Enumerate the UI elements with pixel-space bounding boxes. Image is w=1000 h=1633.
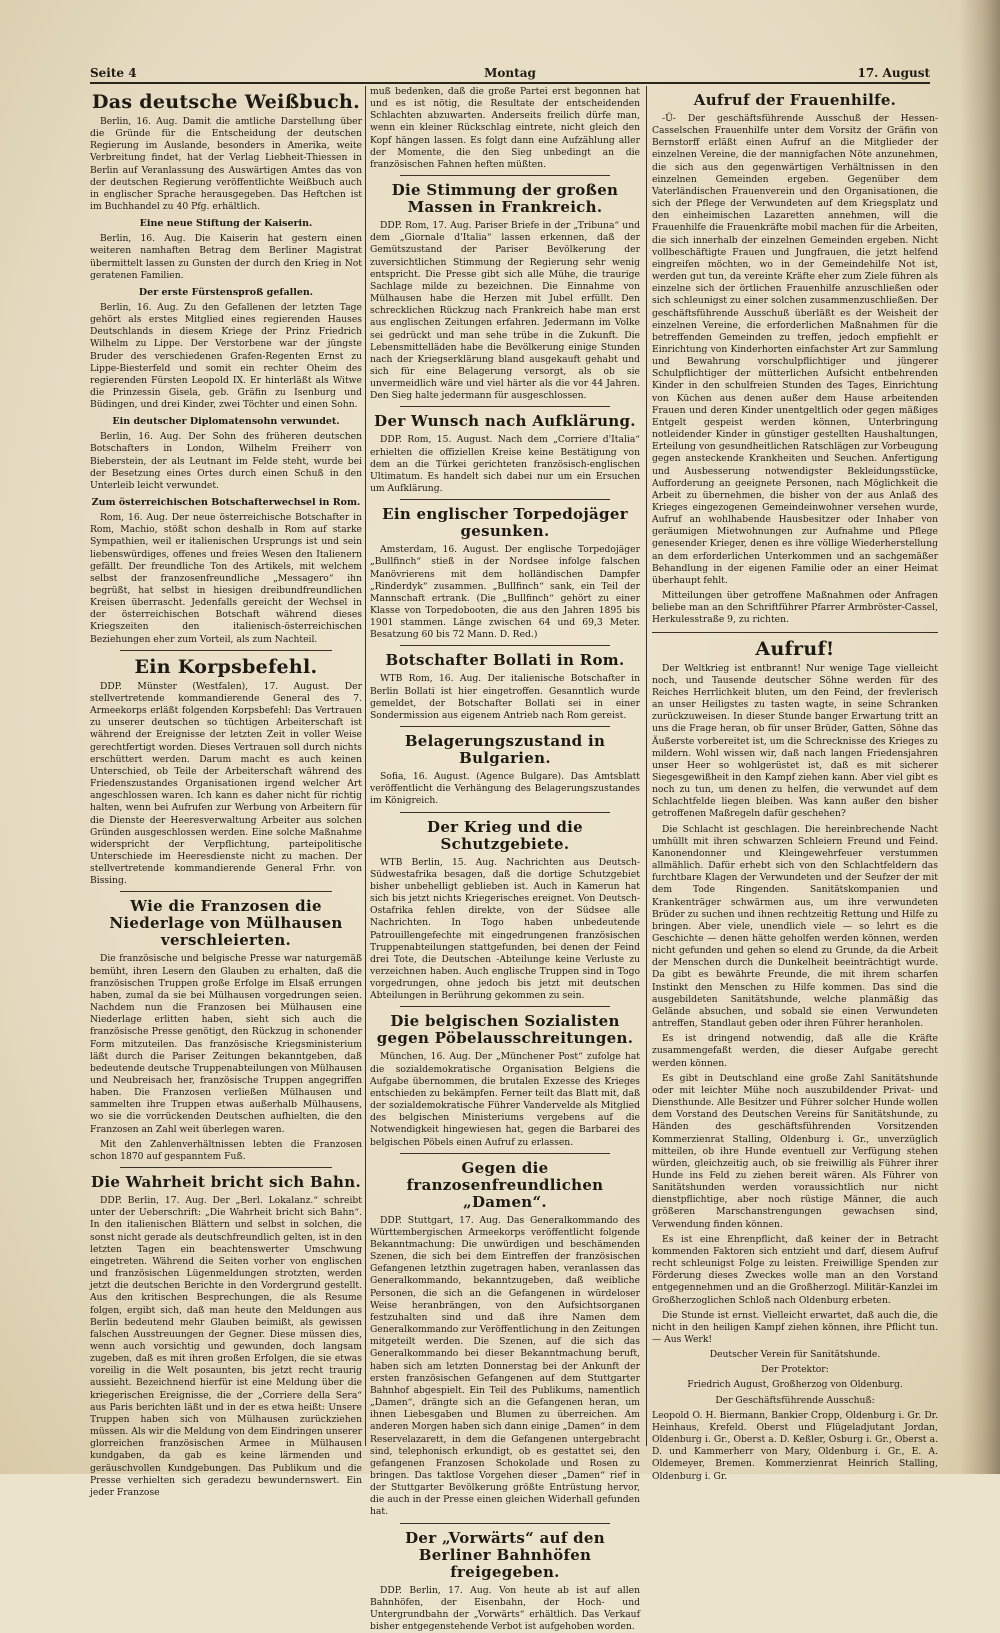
article-body: WTB Rom, 16. Aug. Der italienische Botschafter in Berlin Bollati ist hier eingetroffen. Gesanntlich wurde gemeldet, der Botschafter Bollati sei in einer Sondermission aus eigenem Antrieb nach Rom gereist. <box>370 673 640 721</box>
divider <box>652 632 938 633</box>
article-body: Es gibt in Deutschland eine große Zahl Sanitätshunde oder mit leichter Mühe noch auszubildender Privat- und Diensthunde. Alle Besitzer und Führer solcher Hunde wollen dem Vorstand des Deutschen Vereins für Sanitätshunde, zu Händen des geschäftsführenden Vorsitzenden Kommerzienrat Stalling, Oldenburg i. Gr., unverzüglich mitteilen, ob ihre Hunde eventuell zur Verfügung stehen würden, gleichzeitig auch, ob sie freiwillig als Führer ihrer Hunde ins Feld zu ziehen bereit wären. Als Führer von Sanitätshunden werden voraussichtlich nur nicht dienstpflichtige, aber noch rüstige Männer, die auch größeren Marschanstrengungen gewachsen sind, Verwendung finden können. <box>652 1072 938 1230</box>
article-title: Wie die Franzosen die Niederlage von Mülhausen verschleierten. <box>109 897 343 950</box>
divider <box>400 406 610 407</box>
article-body: Rom, 16. Aug. Der neue österreichische Botschafter in Rom, Machio, stößt schon deshalb in Rom auf starke Sympathien, weil er italienischen Ursprungs ist und sein liebenswürdiges, offenes und freies Wesen den Italienern gefällt. Der freundliche Ton des Artikels, mit welchem selbst der franzosenfreundliche „Messagero“ ihn begrüßt, hat selbst in hiesigen dreibundfreundlichen Kreisen überrascht. Jedenfalls gereicht der Wechsel in der österreichischen Botschaft während dieses Kriegszeiten den italienisch-österreichischen Beziehungen eher zum Vorteil, als zum Nachteil. <box>90 512 362 645</box>
column-rule <box>646 86 647 1446</box>
article-title: Die Wahrheit bricht sich Bahn. <box>91 1173 361 1192</box>
article-body: DDP. Rom, 17. Aug. Pariser Briefe in der „Tribuna“ und dem „Giornale d'Italia“ lassen erkennen, daß der Gemütszustand der Pariser Bevölkerung der zuversichtlichen Stimmung der Regierung sehr wenig entspricht. Die Presse gibt sich alle Mühe, die traurige Sachlage milde zu bezeichnen. Die Einnahme von Mülhausen habe die Herzen mit Jubel erfüllt. Den schrecklichen Rückzug nach Frankreich habe man erst aus englischen Zeitungen erfahren. Jedermann im Volke sei gedrückt und man sehe trübe in die Zukunft. Die Lebensmittelläden habe die Bevölkerung einige Stunden nach der Kriegserklärung bland ausgekauft gehabt und sich für eine Belagerung versorgt, als ob sie unvermeidlich wäre und viel härter als die vor 44 Jahren. Den Sieg halte jedermann für ausgeschlossen. <box>370 220 640 402</box>
article-title: Gegen die franzosenfreundlichen „Damen“. <box>406 1158 604 1211</box>
committee-label: Der Geschäftsführende Ausschuß: <box>715 1394 875 1406</box>
article-title: Eine neue Stiftung der Kaiserin. <box>139 218 313 230</box>
divider <box>400 812 610 813</box>
divider <box>120 650 332 651</box>
article-title: Ein deutscher Diplomatensohn verwundet. <box>112 416 340 428</box>
article-title: Der Krieg und die Schutzgebiete. <box>427 817 583 853</box>
article-title: Aufruf! <box>755 637 835 660</box>
article-body: Der Weltkrieg ist entbrannt! Nur wenige Tage vielleicht noch, und Tausende deutscher Söhne werden für des Reiches Herrlichkeit bluten, um den Feind, der frevlerisch an unser Heiligstes zu tasten wagte, in seine Schranken zurückzuweisen. In dieser Stunde banger Erwartung tritt an uns die Frage heran, ob für unser Brüder, Gatten, Söhne das Äußerste vorbereitet ist, um die Schrecknisse des Krieges zu mildern. Wohl wissen wir, daß nach langen Friedensjahren unser Heer so wohlgerüstet ist, daß es mit sicherer Siegesgewißheit in den Kampf ziehen kann. Aber viel gibt es noch zu tun, um denen zu helfen, die verwundet auf dem Schlachtfelde liegen bleiben. Was kann außer den bisher getroffenen Maßregeln dafür geschehen? <box>652 662 938 820</box>
article-title: Belagerungszustand in Bulgarien. <box>404 732 606 768</box>
paper-day: Montag <box>484 66 536 80</box>
article-body: Berlin, 16. Aug. Damit die amtliche Darstellung über die Gründe für die Entscheidung der deutschen Regierung im Auslande, besonders in Amerika, weite Verbreitung findet, hat der Verlag Liebheit-Thiessen in Berlin auf Veranlassung des Auswärtigen Amtes das von der deutschen Regierung veröffentlichte Weißbuch auch in englischer Sprache herausgegeben. Das Heftchen ist im Buchhandel zu 40 Pfg. erhältlich. <box>90 116 362 213</box>
article-body: WTB Berlin, 15. Aug. Nachrichten aus Deutsch-Südwestafrika besagen, daß die dortige Schutzgebiet bisher unbehelligt geblieben ist. Auch in Kamerun hat sich bis jetzt nichts Kriegerisches ereignet. Von Deutsch-Ostafrika fehlen direkte, von der Südsee alle Nachrichten. In Togo haben unbedeutende Patrouillengefechte mit eingedrungenen französischen Truppenabteilungen stattgefunden, bei denen der Feind drei Tote, die Deutschen -Abteilunge keine Verluste zu verzeichnen haben. Auch englische Truppen sind in Togo vorgedrungen, ohne jedoch bis jetzt mit deutschen Abteilungen in Berührung gekommen zu sein. <box>370 856 640 1002</box>
article-title: Der erste Fürstensproß gefallen. <box>138 286 314 298</box>
divider <box>120 1167 332 1168</box>
issue-date: 17. August <box>857 66 930 80</box>
divider <box>400 726 610 727</box>
article-body: -Ü- Der geschäftsführende Ausschuß der Hessen-Casselschen Frauenhilfe unter dem Vorsitz der Gräfin von Bernstorff erläßt einen Aufruf an die Mitglieder der einzelnen Vereine, die der mannigfachen Nöte anzunehmen, die sich aus den gegenwärtigen Verhältnissen in den einzelnen Gemeinden ergeben. Gegenüber dem Vaterländischen Frauenverein und den Organisationen, die sich der Pflege der Verwundeten auf dem Kriegsplatz und den einheimischen Lazaretten annehmen, will die Frauenhilfe die Frauenkräfte mobil machen für die Arbeiten, die sich innerhalb der einzelnen Gemeinden ergeben. Nicht vollbeschäftigte Frauen und Jungfrauen, die jetzt helfend eingreifen möchten, wo in der Gemeindehilfe Not ist, werden gut tun, da vereinte Kräfte eher zum Ziele führen als einzelne sich der örtlichen Frauenhilfe anzuschließen oder sich schleunigst zu einer solchen zusammenzuschließen. Der geschäftsführende Ausschuß überläßt es der Weisheit der einzelnen Vereine, die erforderlichen Maßnahmen für die betreffenden Gemeinden zu treffen, jedoch empfiehlt er Einrichtung von Kinderhorten einfachster Art zur Sammlung und Bewahrung vorschulpflichtiger und jüngerer Schulpflichtiger der mütterlichen Aufsicht entbehrenden Kinder in den schulfreien Stunden des Tages, Einrichtung von Küchen aus denen außer dem Hause arbeitenden Frauen und deren Kinder unentgeltlich oder gegen mäßiges Entgelt gespeist werden können, Unterbringung notleidender Kinder in günstiger gestellten Haushaltungen, Erteilung von gesundheitlichen Ratschlägen zur Vorbeugung gegen ansteckende Krankheiten und Seuchen. Anfertigung und Ausbesserung notwendigster Bekleidungsstücke, Aufforderung an geeignete Personen, nach Möglichkeit die Arbeit zu übernehmen, die bisher von der aus Anlaß des Krieges eingezogenen Gemeindeinwohner versehen wurde, Aufruf an wohlhabende Hausbesitzer oder Inhaber von geräumigen Mietwohnungen zur Aufnahme und Pflege genesender Krieger, denen es ihre völlige Wiederherstellung an dem erforderlichen Unterkommen und an sachgemäßer Behandlung in der eigenen Familie oder an einer Heimat überhaupt fehlt. <box>652 113 938 586</box>
article-body: München, 16. Aug. Der „Münchener Post“ zufolge hat die sozialdemokratische Organisation Belgiens die Aufgabe übernommen, die brutalen Exzesse des Krieges entschieden zu bekämpfen. Ferner teilt das Blatt mit, daß der sozialdemokratische Führer Vandervelde als Mitglied des belgischen Ministeriums vergebens auf die Notwendigkeit hingewiesen hat, gegen die Barbarei des belgischen Pöbels einen Aufruf zu erlassen. <box>370 1051 640 1148</box>
article-title: Die Stimmung der großen Massen in Frankreich. <box>391 181 619 217</box>
organization-name: Deutscher Verein für Sanitätshunde. <box>709 1349 881 1361</box>
column-left <box>90 86 363 1498</box>
page-edge-shadow <box>960 0 1000 1474</box>
article-title: Botschafter Bollati in Rom. <box>385 651 625 670</box>
article-body: DDP. Berlin, 17. Aug. Von heute ab ist auf allen Bahnhöfen, der Eisenbahn, der Hoch- und Untergrundbahn der „Vorwärts“ erhältlich. Das Verkauf bisher entgegenstehende Verbot ist aufgehoben worden. <box>370 1584 640 1633</box>
protector-label: Der Protektor: <box>761 1364 829 1376</box>
protector-name: Friedrich August, Großherzog von Oldenburg. <box>687 1379 903 1391</box>
divider <box>120 891 332 892</box>
article-body: Die Stunde ist ernst. Vielleicht erwartet, daß auch die, die nicht in den heiligen Kampf ziehen können, ihre Pflicht tun. — Aus Werk! <box>652 1309 938 1345</box>
article-body: Es ist dringend notwendig, daß alle die Kräfte zusammengefaßt werden, die dieser Aufgabe gerecht werden können. <box>652 1033 938 1069</box>
article-title: Ein Korpsbefehl. <box>134 655 318 678</box>
divider <box>400 645 610 646</box>
article-body: Berlin, 16. Aug. Der Sohn des früheren deutschen Botschafters in London, Wilhelm Freiherr von Bieberstein, der als Leutnant im Felde steht, wurde bei der Besetzung eines Ortes durch einen Schuß in den Unterleib leicht verwundet. <box>90 431 362 491</box>
divider <box>400 1523 610 1524</box>
article-body: Die französische und belgische Presse war naturgemäß bemüht, ihren Lesern den Glauben zu erhalten, daß die französischen Truppen große Erfolge im Elsaß errungen haben, zumal da sie bei Mülhausen vorgedrungen seien. Nachdem nun die Franzosen bei Mülhausen eine Niederlage erlitten haben, sieht sich auch die französische Presse genötigt, den Rückzug in schonender Form mitzuteilen. Das französische Kriegsministerium läßt durch die Pariser Zeitungen bekanntgeben, daß bedeutende deutsche Truppenabteilungen von Mülhausen und Neubreisach her, französische Truppen angegriffen haben. Die Franzosen verließen Mülhausen und sammelten ihre Truppen etwas außerhalb Mülhausens, wo sie die vorrückenden Deutschen aufhielten, die den Franzosen an Zahl weit überlegen waren. <box>90 953 363 1135</box>
committee-members: Leopold O. H. Biermann, Bankier Cropp, Oldenburg i. Gr. Dr. Heinhaus, Krefeld. Oberst und Flügeladjutant Jordan, Oldenburg i. Gr., Oberst a. D. Keßler, Osburg i. Gr., Oberst a. D. und Kammerherr von Mary, Oldenburg i. Gr., E. A. Oldemeyer, Bremen. Kommerzienrat Heinrich Stalling, Oldenburg i. Gr. <box>652 1409 938 1482</box>
article-title: Der „Vorwärts“ auf den Berliner Bahnhöfen freigegeben. <box>405 1528 605 1581</box>
article-body: Sofia, 16. August. (Agence Bulgare). Das Amtsblatt veröffentlicht die Verhängung des Belagerungszustandes im Königreich. <box>370 771 640 807</box>
article-body: DDP. Rom, 15. August. Nach dem „Corriere d'Italia“ erhielten die offiziellen Kreise keine Bestätigung von dem an die Türkei gerichteten französisch-englischen Ultimatum. Es handelt sich dabei nur um ein Ersuchen um Aufklärung. <box>370 434 640 495</box>
column-middle <box>370 86 640 1633</box>
article-title: Aufruf der Frauenhilfe. <box>693 91 897 109</box>
article-body: Es ist eine Ehrenpflicht, daß keiner der in Betracht kommenden Faktoren sich entzieht und darf, diesem Aufruf recht schleunigst Folge zu leisten. Freiwillige Spenden zur Förderung dieses Zweckes wolle man an den Vorstand entgegennehmen und an die Großherzogl. Militär-Kanzlei im Großherzoglichen Schloß nach Oldenburg erbeten. <box>652 1233 938 1306</box>
article-title: Die belgischen Sozialisten gegen Pöbelausschreitungen. <box>376 1012 634 1048</box>
divider <box>400 499 610 500</box>
page-header <box>90 60 930 84</box>
article-body: Mit den Zahlenverhältnissen lebten die Franzosen schon 1870 auf gespanntem Fuß. <box>90 1138 362 1162</box>
page-number: Seite 4 <box>90 66 137 80</box>
article-title: Das deutsche Weißbuch. <box>91 91 361 113</box>
divider <box>400 1153 610 1154</box>
article-body: DDP. Münster (Westfalen), 17. August. Der stellvertretende kommandierende General des 7. Armeekorps erläßt folgenden Korpsbefehl: Das Vertrauen zu unserer deutschen so tüchtigen Arbeiterschaft ist während der Ereignisse der letzten Zeit in voller Weise gerechtfertigt worden. Dieses Vertrauen soll durch nichts erschüttert werden. Darum macht es auch keinen Unterschied, ob Teile der Arbeiterschaft während des Friedenszustandes Organisationen irgend welcher Art angeschlossen waren. Ich kann es daher nicht für richtig halten, wenn bei Aufrufen zur Werbung von Arbeitern für die Dienste der Heeresverwaltung Arbeiter aus solchen Gründen ausgeschlossen werden. Eine solche Maßnahme widerspricht der Verpflichtung, parteipolitische Unterschiede im Heeresdienste nicht zu machen. Der stellvertretende kommandierende General Frhr. von Bissing. <box>90 680 362 887</box>
article-body: Mitteilungen über getroffene Maßnahmen oder Anfragen beliebe man an den Schriftführer Pfarrer Armbröster-Cassel, Herkulesstraße 9, zu richten. <box>652 590 938 626</box>
article-title: Ein englischer Torpedojäger gesunken. <box>382 505 628 541</box>
article-title: Zum österreichischen Botschafterwechsel in Rom. <box>91 497 361 509</box>
article-body: Berlin, 16. Aug. Die Kaiserin hat gestern einen weiteren namhaften Betrag dem Berliner Magistrat übermittelt lassen zu Gunsten der durch den Krieg in Not geratenen Familien. <box>90 233 362 281</box>
column-right <box>652 86 938 1482</box>
divider <box>400 175 610 176</box>
article-body: DDP. Stuttgart, 17. Aug. Das Generalkommando des Württembergischen Armeekorps veröffentlicht folgende Bekanntmachung: Die unwürdigen und beschämenden Szenen, die sich bei dem Eintreffen der französischen Gefangenen letzthin zugetragen haben, veranlassen das Generalkommando, bekanntzugeben, daß weibliche Personen, die sich an die Gefangenen in würdeloser Weise heranbrängen, von den Aufsichtsorganen festzuhalten sind und daß ihre Namen dem Generalkommando zur Veröffentlichung in den Zeitungen mitgeteilt werden. Die Szenen, auf die sich das Generalkommando bei dieser Bekanntmachung beruft, haben sich am letzten Donnerstag bei der Ankunft der ersten französischen Gefangenen auf dem Stuttgarter Bahnhof abgespielt. Ein Teil des Publikums, namentlich „Damen“, drängte sich an die Gefangenen heran, um ihnen Liebesgaben und Blumen zu überreichen. Am anderen Morgen haben sich dann einige „Damen“ in dem Reservelazarett, in dem die Gefangenen untergebracht sind, telephonisch erkundigt, ob es gestattet sei, den gefangenen Franzosen Schokolade und Rosen zu bringen. Das taktlose Vorgehen dieser „Damen“ rief in der Stuttgarter Bevölkerung größte Entrüstung hervor, die auch in der Presse einen gleichen Widerhall gefunden hat. <box>370 1214 640 1518</box>
article-title: Der Wunsch nach Aufklärung. <box>374 412 636 431</box>
divider <box>400 1006 610 1007</box>
article-body: Amsterdam, 16. August. Der englische Torpedojäger „Bullfinch“ stieß in der Nordsee infolge falschen Manövrierens mit dem holländischen Dampfer „Rinderdyk“ zusammen. „Bullfinch“ sank, ein Teil der Mannschaft ertrank. (Die „Bullfinch“ gehört zu einer Klasse von Torpedobooten, die aus den Jahren 1895 bis 1901 stammen. Länge zwischen 64 und 69,3 Meter. Besatzung 60 bis 72 Mann. D. Red.) <box>370 544 640 641</box>
article-body: Die Schlacht ist geschlagen. Die hereinbrechende Nacht umhüllt mit ihren schwarzen Schleiern Freund und Feind. Kanonendonner und Kleingewehrfeuer verstummen allmählich. Dafür erhebt sich von den Schlachtfeldern das furchtbare Klagen der Verwundeten und der Seufzer der mit dem Tode Ringenden. Sanitätskompanien und Krankenträger schwärmen aus, um ihre verwundeten Brüder zu suchen und ihnen rechtzeitig Rettung und Hilfe zu bringen. Aber viele, unendlich viele — so lehrt es die Geschichte — denen hätte geholfen werden können, werden nicht gefunden und gehen so elend zu Grunde, da die Arbeit der Menschen durch die Dunkelheit beeinträchtigt wurde. Da gibt es bewährte Freunde, die mit ihrem scharfen Instinkt den Menschen zu Hilfe kommen. Das sind die ausgebildeten Sanitätshunde, welche planmäßig das Gelände absuchen, und sobald sie einen Verwundeten antreffen, Standlaut geben oder ihren Führer heranholen. <box>652 823 938 1030</box>
article-body: DDP. Berlin, 17. Aug. Der „Berl. Lokalanz.“ schreibt unter der Ueberschrift: „Die Wahrheit bricht sich Bahn“. In den italienischen Blättern und selbst in solchen, die sonst nicht gerade als deutschfreundlich gelten, ist in den letzten Tagen ein beachtenswerter Umschwung eingetreten. Während die Seiten vorher von englischen und französischen Lügenmeldungen strotzten, werden jetzt die deutschen Berichte in den Vordergrund gestellt. Aus den kritischen Besprechungen, die als Resume folgen, ergibt sich, daß man heute den Meldungen aus Berlin bedeutend mehr Glauben beimißt, als gewissen falschen Ausstreuungen der Gegner. Diese müssen dies, wenn auch vorsichtig und gewunden, doch langsam zugeben, daß es mit ihren großen Erfolgen, die sie etwas voreilig in die Welt posaunten, bis jetzt recht traurig aussieht. Bezeichnend hierfür ist eine Meldung über die kriegerischen Ereignisse, die der „Corriere della Sera“ aus Paris berichten läßt und in der es etwa heißt: Unsere Truppen haben sich von Mülhausen zurückziehen müssen. Als wir die Meldung von dem Eindringen unserer glorreichen französischen Armee in Mülhausen kundgaben, da gab es keine lärmenden und geräuschvollen Kundgebungen. Das Publikum und die Presse verhielten sich geradezu bewundernswert. Ein jeder Franzose <box>90 1195 362 1498</box>
article-body: muß bedenken, daß die große Partei erst begonnen hat und es ist nötig, die Resultate der entscheidenden Schlachten abzuwarten. Anderseits freilich dürfe man, wenn ein kleiner Rückschlag eintrete, nicht gleich den Kopf hängen lassen. Es folgt dann eine Aufzählung aller der Momente, die den Sieg unbedingt an die französischen Fahnen heften müßten. <box>370 86 640 170</box>
column-rule <box>365 86 366 1446</box>
article-body: Berlin, 16. Aug. Zu den Gefallenen der letzten Tage gehört als erstes Mitglied eines regierenden Hauses Deutschlands in diesem Kriege der Prinz Friedrich Wilhelm zu Lippe. Der Verstorbene war der jüngste Bruder des verschiedenen Grafen-Regenten Ernst zu Lippe-Biesterfeld und somit ein rechter Oheim des regierenden Fürsten Leopold IX. Er hinterläßt als Witwe die Prinzessin Gisela, geb. Gräfin zu Isenburg und Büdingen, und drei Kinder, zwei Töchter und einen Sohn. <box>90 301 362 411</box>
